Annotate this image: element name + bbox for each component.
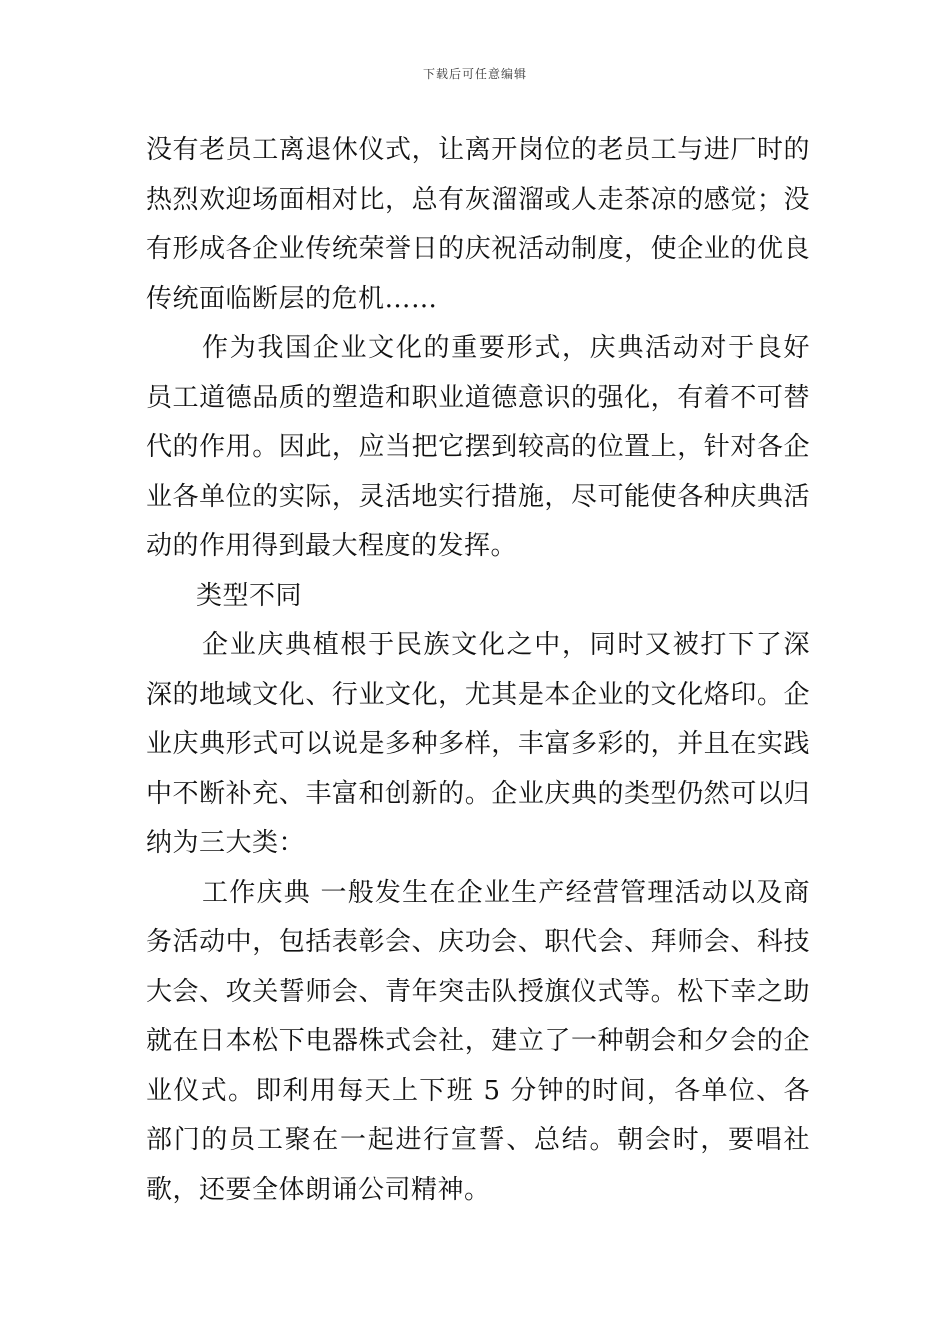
paragraph-continuation: 没有老员工离退休仪式，让离开岗位的老员工与进厂时的热烈欢迎场面相对比，总有灰溜溜或人走茶凉的感觉；没有形成各企业传统荣誉日的庆祝活动制度，使企业的优良传统面临断层的危机…… [146, 135, 810, 314]
page-header: 下载后可任意编辑 [422, 67, 527, 81]
paragraph-celebration-types: 企业庆典植根于民族文化之中，同时又被打下了深深的地域文化、行业文化，尤其是本企业的文化烙印。企业庆典形式可以说是多种多样，丰富多彩的，并且在实践中不断补充、丰富和创新的。企业庆典的类型仍然可以归纳为三大类： [146, 630, 810, 858]
paragraph-work-celebration: 工作庆典 一般发生在企业生产经营管理活动以及商务活动中，包括表彰会、庆功会、职代会、拜师会、科技大会、攻关誓师会、青年突击队授旗仪式等。松下幸之助就在日本松下电器株式会社，建立了一种朝会和夕会的企业仪式。即利用每天上下班 5 分钟的时间，各单位、各部门的员工聚在一起进行宣誓、总结。朝会时，要唱社歌，还要全体朗诵公司精神。 [146, 877, 810, 1205]
section-heading: 类型不同 [196, 580, 303, 611]
document-body [146, 126, 810, 1215]
paragraph-celebration-importance: 作为我国企业文化的重要形式，庆典活动对于良好员工道德品质的塑造和职业道德意识的强化，有着不可替代的作用。因此，应当把它摆到较高的位置上，针对各企业各单位的实际，灵活地实行措施，尽可能使各种庆典活动的作用得到最大程度的发挥。 [146, 333, 810, 561]
